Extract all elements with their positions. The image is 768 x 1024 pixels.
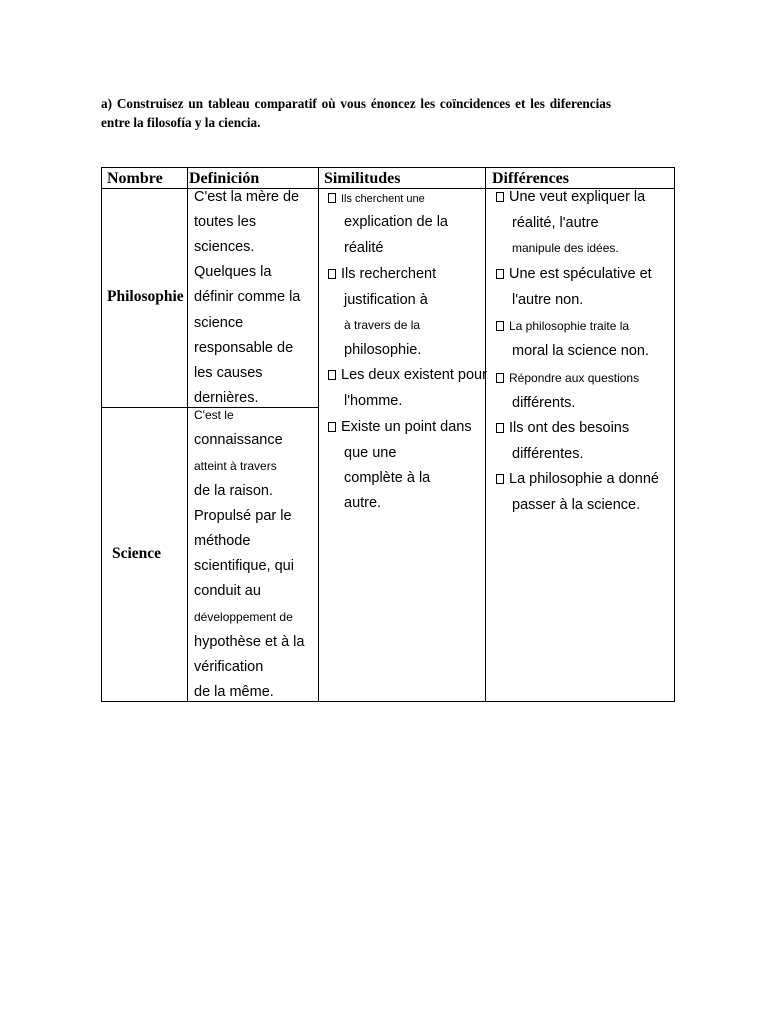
similitude-line: autre. <box>344 495 382 511</box>
similitude-line: Ils recherchent <box>328 266 436 282</box>
definition-line: connaissance <box>194 432 283 448</box>
definition-line: Propulsé par le <box>194 508 292 524</box>
difference-line: moral la science non. <box>512 343 650 359</box>
definition-line: C'est le <box>194 408 234 422</box>
bullet-box-icon <box>328 193 336 203</box>
column-divider <box>318 167 319 702</box>
similitude-line: complète à la <box>344 470 431 486</box>
difference-line: Une est spéculative et <box>496 266 652 282</box>
similitude-line: l'homme. <box>344 393 403 409</box>
definition-line: de la raison. <box>194 483 273 499</box>
bullet-box-icon <box>328 422 336 432</box>
similitude-line: Existe un point dans <box>328 419 472 435</box>
difference-line: différentes. <box>512 446 584 462</box>
definition-line: les causes <box>194 365 263 381</box>
row-name-science: Science <box>112 545 162 562</box>
difference-line: La philosophie traite la <box>496 318 629 334</box>
similitude-line: à travers de la <box>344 318 421 332</box>
definition-line: vérification <box>194 659 264 675</box>
column-divider <box>187 167 188 702</box>
bullet-box-icon <box>496 474 504 484</box>
exercise-prompt: a) Construisez un tableau comparatif où vous énoncez les coïncidences et les diferencias entre la filosofía y la ciencia. <box>101 96 611 130</box>
bullet-box-icon <box>496 192 504 202</box>
bullet-box-icon <box>328 269 336 279</box>
difference-line: passer à la science. <box>512 497 641 513</box>
difference-line: manipule des idées. <box>512 241 619 255</box>
definition-line: science <box>194 315 244 331</box>
bullet-box-icon <box>328 370 336 380</box>
definition-line: développement de <box>194 610 293 624</box>
difference-line: Ils ont des besoins <box>496 420 629 436</box>
bullet-box-icon <box>496 373 504 383</box>
header-nombre: Nombre <box>107 170 163 187</box>
definition-line: hypothèse et à la <box>194 634 305 650</box>
similitude-line: explication de la <box>344 214 448 230</box>
similitude-line: Les deux existent pour <box>328 367 487 383</box>
definition-line: atteint à travers <box>194 459 277 473</box>
column-divider <box>485 167 486 702</box>
definition-line: de la même. <box>194 684 274 700</box>
difference-line: Une veut expliquer la <box>496 189 645 205</box>
header-similitudes: Similitudes <box>324 170 401 187</box>
difference-line: différents. <box>512 395 576 411</box>
difference-line: La philosophie a donné <box>496 471 659 487</box>
similitude-line: que une <box>344 445 397 461</box>
definition-line: responsable de <box>194 340 294 356</box>
difference-line: l'autre non. <box>512 292 584 308</box>
definition-line: scientifique, qui <box>194 558 294 574</box>
definition-line: toutes les <box>194 214 257 230</box>
definition-line: définir comme la <box>194 289 301 305</box>
definition-line: sciences. <box>194 239 255 255</box>
difference-line: réalité, l'autre <box>512 215 599 231</box>
header-definicion: Definición <box>189 170 260 187</box>
similitude-line: Ils cherchent une <box>328 191 425 207</box>
definition-line: conduit au <box>194 583 261 599</box>
similitude-line: réalité <box>344 240 384 256</box>
similitude-line: philosophie. <box>344 342 422 358</box>
definition-line: dernières. <box>194 390 259 406</box>
row-name-philosophie: Philosophie <box>107 288 184 305</box>
bullet-box-icon <box>496 321 504 331</box>
header-differences: Différences <box>492 170 569 187</box>
difference-line: Répondre aux questions <box>496 370 639 386</box>
definition-line: C'est la mère de <box>194 189 300 205</box>
bullet-box-icon <box>496 269 504 279</box>
definition-line: Quelques la <box>194 264 272 280</box>
similitude-line: justification à <box>344 292 428 308</box>
bullet-box-icon <box>496 423 504 433</box>
definition-line: méthode <box>194 533 251 549</box>
